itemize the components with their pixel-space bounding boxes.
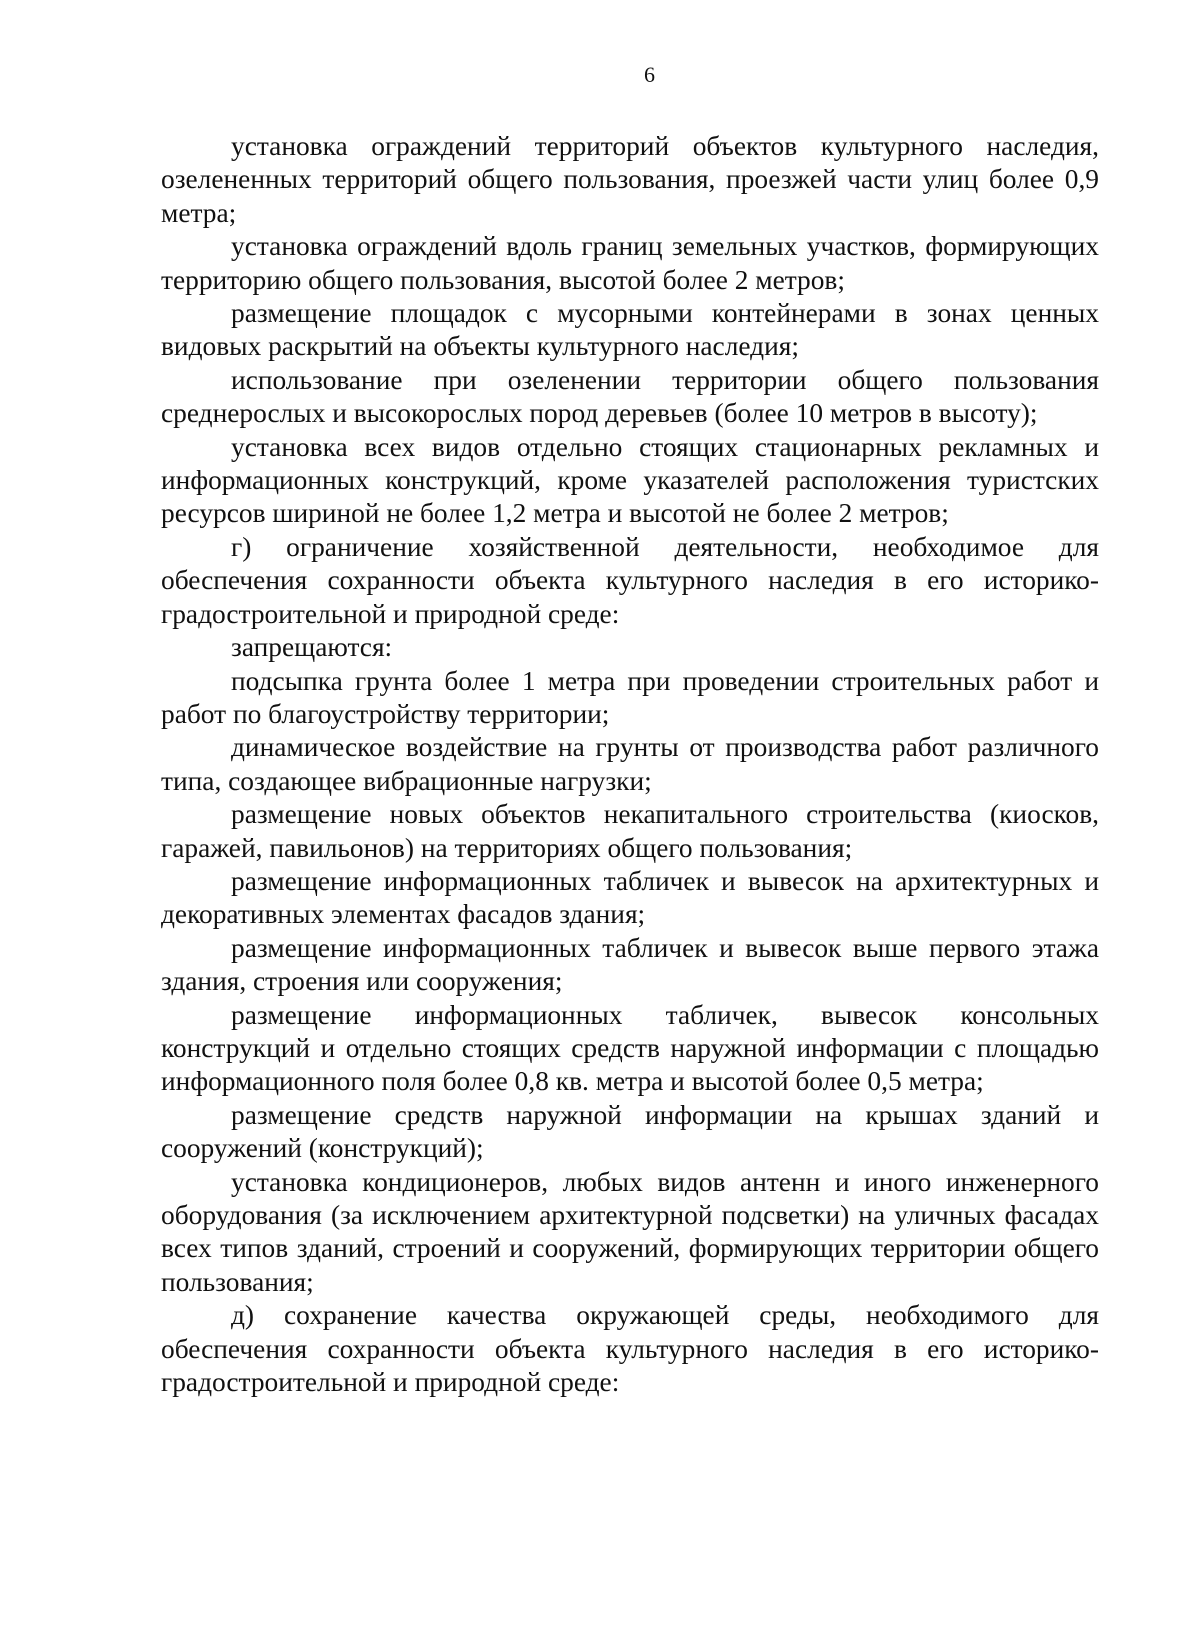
paragraph: установка ограждений территорий объектов культурного наследия, озелененных территорий общего пользования, проезжей части улиц более 0,9 метра; bbox=[161, 131, 1099, 228]
paragraph: установка всех видов отдельно стоящих стационарных рекламных и информационных конструкций, кроме указателей расположения туристских ресурсов шириной не более 1,2 метра и высотой не более 2 метров; bbox=[161, 431, 1099, 529]
page-number: 6 bbox=[644, 62, 656, 87]
document-body bbox=[161, 130, 1099, 1399]
paragraph: размещение площадок с мусорными контейнерами в зонах ценных видовых раскрытий на объекты культурного наследия; bbox=[161, 298, 1099, 362]
paragraph: г) ограничение хозяйственной деятельности, необходимое для обеспечения сохранности объекта культурного наследия в его историко-градостроительной и природной среде: bbox=[161, 531, 1099, 629]
paragraph: размещение средств наружной информации на крышах зданий и сооружений (конструкций); bbox=[161, 1099, 1099, 1164]
paragraph: размещение информационных табличек и вывесок выше первого этажа здания, строения или сооружения; bbox=[161, 932, 1099, 997]
paragraph: размещение информационных табличек, вывесок консольных конструкций и отдельно стоящих средств наружной информации с площадью информационного поля более 0,8 кв. метра и высотой более 0,5 метра; bbox=[161, 999, 1099, 1097]
paragraph: установка ограждений вдоль границ земельных участков, формирующих территорию общего пользования, высотой более 2 метров; bbox=[161, 231, 1099, 295]
paragraph: размещение информационных табличек и вывесок на архитектурных и декоративных элементах фасадов здания; bbox=[161, 865, 1099, 930]
paragraph: д) сохранение качества окружающей среды, необходимого для обеспечения сохранности объекта культурного наследия в его историко-градостроительной и природной среде: bbox=[161, 1300, 1099, 1398]
paragraph: запрещаются: bbox=[231, 632, 393, 663]
paragraph: динамическое воздействие на грунты от производства работ различного типа, создающее вибрационные нагрузки; bbox=[161, 732, 1099, 796]
paragraph: размещение новых объектов некапитального строительства (киосков, гаражей, павильонов) на территориях общего пользования; bbox=[161, 799, 1099, 863]
paragraph: установка кондиционеров, любых видов антенн и иного инженерного оборудования (за исключением архитектурной подсветки) на уличных фасадах всех типов зданий, строений и сооружений, формирующих территории общего пользования; bbox=[161, 1166, 1099, 1297]
paragraph: подсыпка грунта более 1 метра при проведении строительных работ и работ по благоустройству территории; bbox=[161, 665, 1099, 729]
paragraph: использование при озеленении территории общего пользования среднерослых и высокорослых пород деревьев (более 10 метров в высоту); bbox=[161, 364, 1099, 429]
